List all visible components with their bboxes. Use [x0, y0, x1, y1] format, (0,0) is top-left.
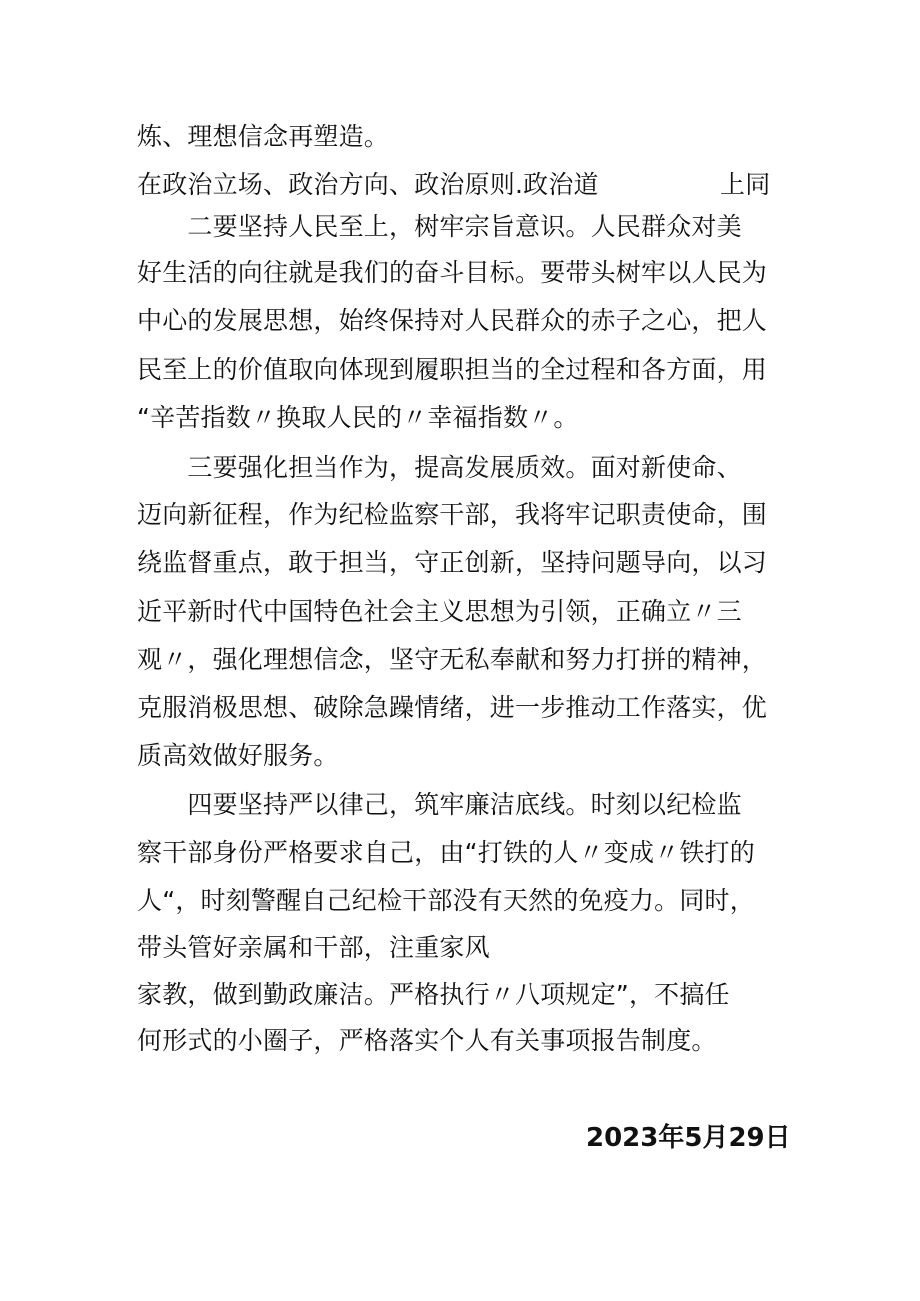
text-line-16: 察干部身份严格要求自己，由“打铁的人〃变成〃铁打的: [137, 838, 755, 867]
text-line-9: 迈向新征程，作为纪检监察干部，我将牢记职责使命，围: [137, 500, 768, 529]
text-line-19: 家教，做到勤政廉洁。严格执行〃八项规定”，不搞任: [137, 980, 730, 1009]
text-line-12: 观〃，强化理想信念，坚守无私奉献和努力打拼的精神，: [137, 645, 768, 674]
text-line-15: 四要坚持严以律己，筑牢廉洁底线。时刻以纪检监: [137, 790, 742, 819]
text-line-8: 三要强化担当作为，提高发展质效。面对新使命、: [137, 453, 742, 482]
text-line-11: 近平新时代中国特色社会主义思想为引领，正确立〃三: [137, 597, 742, 626]
text-line-4: 好生活的向往就是我们的奋斗目标。要带头树牢以人民为: [137, 258, 768, 287]
text-line-14: 质高效做好服务。: [137, 741, 339, 770]
text-line-6: 民至上的价值取向体现到履职担当的全过程和各方面，用: [137, 355, 768, 384]
text-line-17: 人“，时刻警醒自己纪检干部没有天然的免疫力。同时，: [137, 886, 755, 915]
text-line-2-tail: 上同: [720, 170, 771, 199]
text-line-1: 炼、理想信念再塑造。: [137, 122, 390, 151]
text-line-3: 二要坚持人民至上，树牢宗旨意识。人民群众对美: [137, 212, 742, 241]
text-line-10: 绕监督重点，敢于担当，守正创新，坚持问题导向，以习: [137, 548, 768, 577]
document-date: 2023年5月29日: [586, 1123, 791, 1153]
text-line-2: 在政治立场、政治方向、政治原则.政治道: [137, 170, 599, 199]
text-line-13: 克服消极思想、破除急躁情绪，进一步推动工作落实，优: [137, 693, 768, 722]
text-line-5: 中心的发展思想，始终保持对人民群众的赤子之心，把人: [137, 306, 768, 335]
text-line-7: “辛苦指数〃换取人民的〃幸福指数〃。: [137, 403, 579, 432]
text-line-20: 何形式的小圈子，严格落实个人有关事项报告制度。: [137, 1026, 717, 1055]
text-line-18: 带头管好亲属和干部，注重家风: [137, 933, 490, 962]
